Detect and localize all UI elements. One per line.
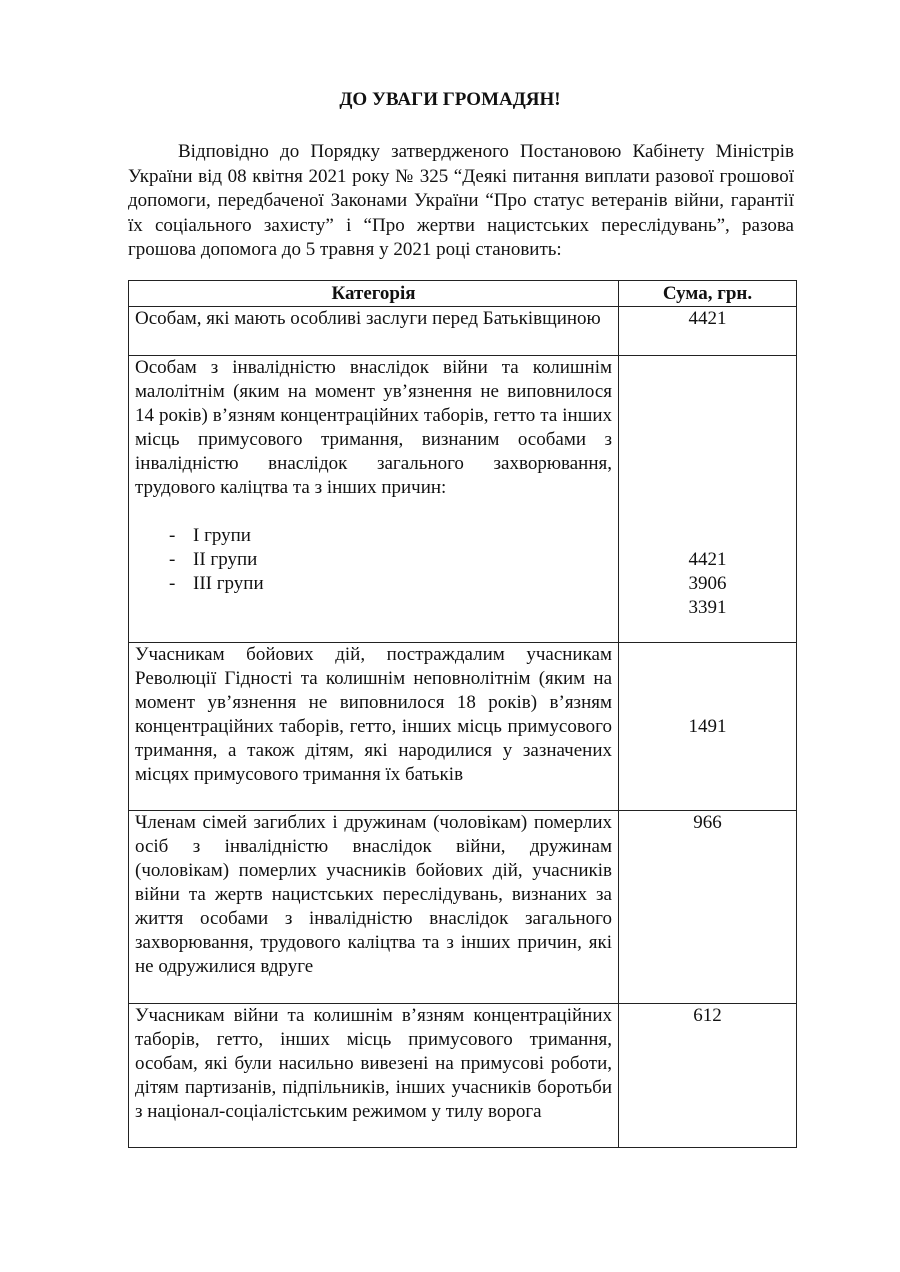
group-amount: 4421 (688, 549, 727, 570)
document-title: ДО УВАГИ ГРОМАДЯН! (339, 89, 561, 110)
benefits-table (128, 280, 797, 1148)
table-row (129, 1004, 797, 1148)
header-amount: Сума, грн. (619, 281, 797, 307)
row-category: Учасникам війни та колишнім в’язням концентраційних таборів, гетто, інших місць примусового тримання, особам, які були насильно вивезені на примусові роботи, дітям партизанів, підпільників, інших учасників боротьби з націонал-соціалістським режимом у тилу ворога (129, 1004, 619, 1148)
table-row (129, 811, 797, 1004)
list-item (169, 548, 612, 572)
group-amount-list (625, 548, 790, 620)
row-category: Особам, які мають особливі заслуги перед Батьківщиною (129, 307, 619, 356)
group-label: II групи (193, 549, 258, 570)
group-label: I групи (193, 525, 251, 546)
group-amount: 3906 (688, 573, 727, 594)
intro-paragraph: Відповідно до Порядку затвердженого Постановою Кабінету Міністрів України від 08 квітня 2021 року № 325 “Деякі питання виплати разової грошової допомоги, передбаченої Законами України “Про статус ветеранів війни, гарантії їх соціального захисту” і “Про жертви нацистських переслідувань”, разова грошова допомога до 5 травня у 2021 році становить: (128, 141, 794, 260)
disability-group-list (135, 524, 612, 596)
group-label: III групи (193, 573, 264, 594)
row-category: Учасникам бойових дій, постраждалим учасникам Революції Гідності та колишнім неповнолітнім (яким на момент ув’язнення не виповнилося 18 років) в’язням концентраційних таборів, гетто, інших місць примусового тримання, а також дітям, які народилися у зазначених місцях примусового тримання їх батьків (129, 643, 619, 811)
group-amount: 3391 (688, 597, 727, 618)
row-category: Членам сімей загиблих і дружинам (чоловікам) померлих осіб з інвалідністю внаслідок війни, дружинам (чоловікам) померлих учасників бойових дій, учасників війни та жертв нацистських переслідувань, визнаних за життя особами з інвалідністю внаслідок загального захворювання, трудового каліцтва та з інших причин, які не одружилися вдруге (129, 811, 619, 1004)
table-row (129, 307, 797, 356)
row-amount-cell (619, 356, 797, 643)
list-dash: - (169, 549, 176, 570)
table-row (129, 643, 797, 811)
row-amount: 966 (619, 811, 797, 1004)
list-item (169, 524, 612, 548)
list-dash: - (169, 525, 176, 546)
row-category: Особам з інвалідністю внаслідок війни та колишнім малолітнім (яким на момент ув’язнення не виповнилося 14 років) в’язням концентраційних таборів, гетто та інших місць примусового тримання, визнаним особами з інвалідністю внаслідок загального захворювання, трудового каліцтва та з інших причин: (135, 357, 612, 498)
table-header-row (129, 281, 797, 307)
row-amount: 612 (619, 1004, 797, 1148)
table-row (129, 356, 797, 643)
row-amount: 4421 (619, 307, 797, 356)
row-amount: 1491 (619, 643, 797, 811)
list-dash: - (169, 573, 176, 594)
list-item (169, 572, 612, 596)
header-category: Категорія (129, 281, 619, 307)
row-category-cell (129, 356, 619, 643)
